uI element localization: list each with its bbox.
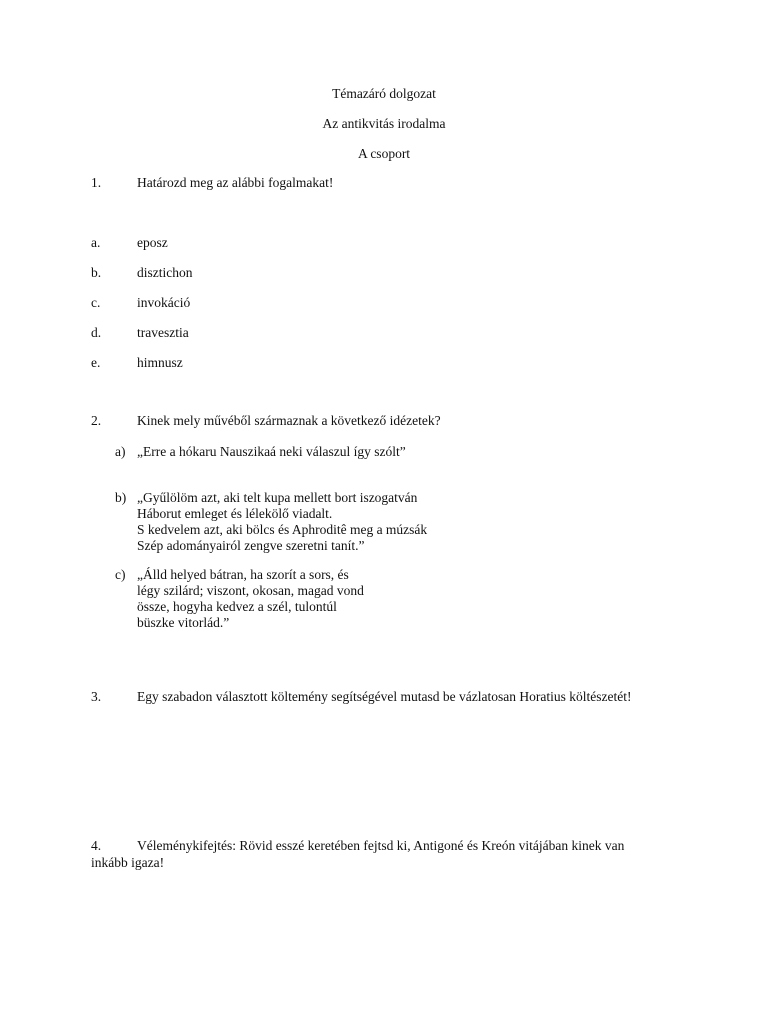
question-1-number: 1. xyxy=(91,175,102,190)
quote-line: Háborut emleget és lélekölő viadalt. xyxy=(137,506,333,521)
quote-line: büszke vitorlád.” xyxy=(137,615,230,630)
quote-label: a) xyxy=(115,444,126,459)
quote-line: össze, hogyha kedvez a szél, tulontúl xyxy=(137,599,337,614)
quote-line: S kedvelem azt, aki bölcs és Aphroditê meg a múzsák xyxy=(137,522,428,537)
quote-line: „Álld helyed bátran, ha szorít a sors, és xyxy=(137,567,349,582)
term-letter: a. xyxy=(91,235,101,250)
term-letter: e. xyxy=(91,355,101,370)
quote-line: légy szilárd; viszont, okosan, magad vond xyxy=(137,583,364,598)
question-2-text: Kinek mely művéből származnak a következő idézetek? xyxy=(137,413,441,428)
quote-text xyxy=(137,444,406,460)
question-2-number: 2. xyxy=(91,413,102,428)
term-item: himnusz xyxy=(137,355,183,370)
page-title: Témazáró dolgozat xyxy=(332,86,436,101)
term-item: invokáció xyxy=(137,295,191,310)
group-label: A csoport xyxy=(357,146,411,161)
quote-line: Szép adományairól zengve szeretni tanít.” xyxy=(137,538,365,553)
term-letter: c. xyxy=(91,295,101,310)
term-item: disztichon xyxy=(137,265,193,280)
term-item: eposz xyxy=(137,235,168,250)
question-3-number: 3. xyxy=(91,689,102,704)
term-letter: b. xyxy=(91,265,102,280)
page-subtitle: Az antikvitás irodalma xyxy=(322,116,446,131)
question-1-text: Határozd meg az alábbi fogalmakat! xyxy=(137,175,334,190)
quote-line: „Erre a hókaru Nauszikaá neki válaszul így szólt” xyxy=(137,444,406,459)
term-item: travesztia xyxy=(137,325,189,340)
quote-text xyxy=(137,567,364,631)
quote-line: „Gyűlölöm azt, aki telt kupa mellett bort iszogatván xyxy=(137,490,418,505)
question-4-text-continued: inkább igaza! xyxy=(91,855,165,870)
question-3-text: Egy szabadon választott költemény segítségével mutasd be vázlatosan Horatius költészetét! xyxy=(137,689,632,704)
question-4-number: 4. xyxy=(91,838,102,853)
question-4-text: Véleménykifejtés: Rövid esszé keretében fejtsd ki, Antigoné és Kreón vitájában kinek van xyxy=(137,838,625,853)
quote-text xyxy=(137,490,427,554)
quote-label: c) xyxy=(115,567,126,582)
term-letter: d. xyxy=(91,325,102,340)
quote-label: b) xyxy=(115,490,127,505)
